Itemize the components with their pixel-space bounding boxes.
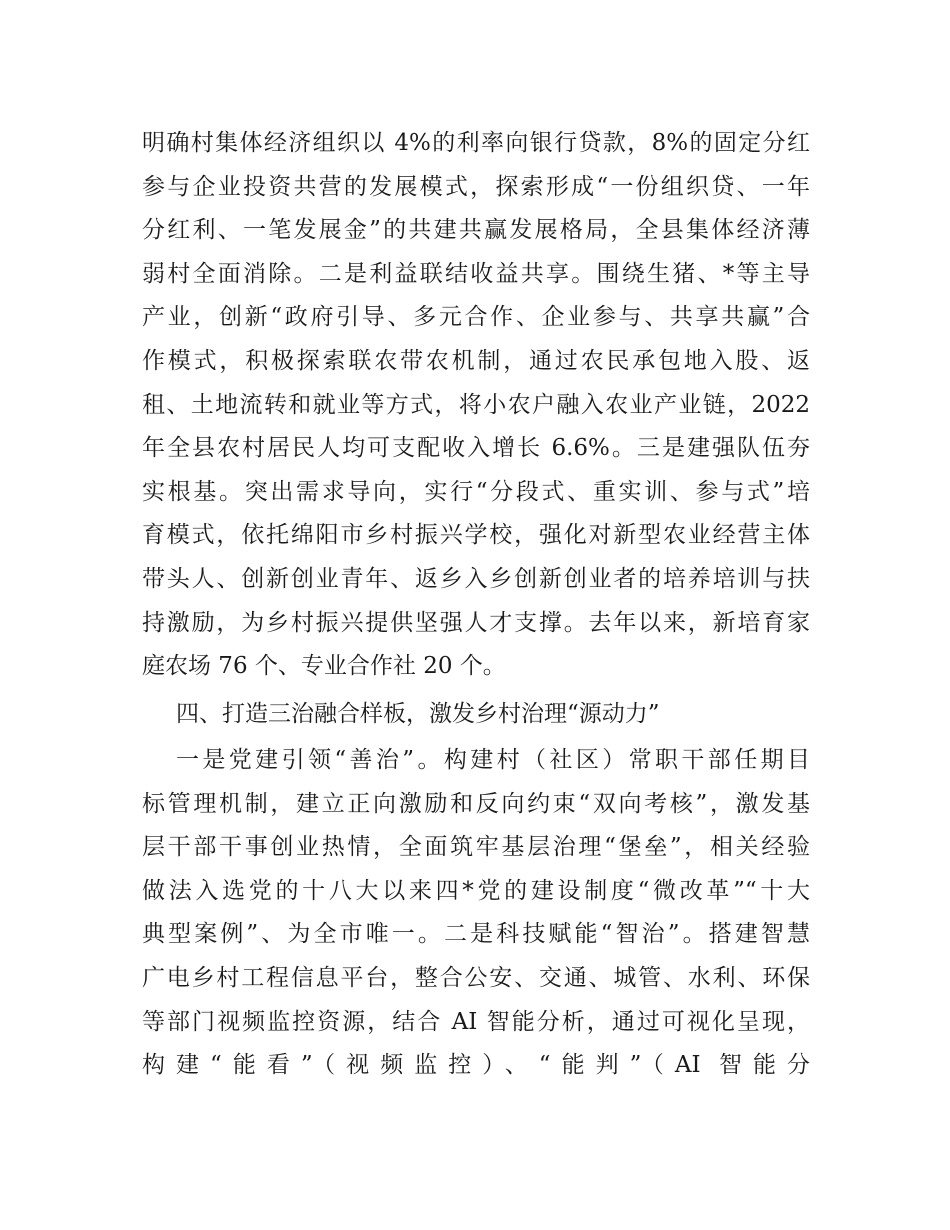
paragraph-line: 租、土地流转和就业等方式，将小农户融入农业产业链，2022: [142, 391, 810, 418]
paragraph-line: 典型案例”、为全市唯一。二是科技赋能“智治”。搭建智慧: [142, 921, 810, 948]
paragraph-line: 弱村全面消除。二是利益联结收益共享。围绕生猪、*等主导: [142, 260, 810, 287]
section-heading-block: [142, 693, 810, 737]
paragraph-line: 育模式，依托绵阳市乡村振兴学校，强化对新型农业经营主体: [142, 522, 810, 549]
paragraph-line: 作模式，积极探索联农带农机制，通过农民承包地入股、返: [142, 347, 810, 374]
paragraph-line: 持激励，为乡村振兴提供坚强人才支撑。去年以来，新培育家: [142, 609, 810, 636]
paragraph-line: 一是党建引领“善治”。构建村（社区）常职干部任期目: [176, 747, 810, 773]
paragraph-line: 层干部干事创业热情，全面筑牢基层治理“堡垒”，相关经验: [142, 834, 810, 861]
paragraph-1: [142, 122, 810, 689]
paragraph-line: 做法入选党的十八大以来四*党的建设制度“微改革”“十大: [142, 877, 810, 904]
paragraph-line: 参与企业投资共营的发展模式，探索形成“一份组织贷、一年: [142, 173, 810, 200]
paragraph-line: 年全县农村居民人均可支配收入增长 6.6%。三是建强队伍夯: [142, 435, 810, 462]
paragraph-line: 标管理机制，建立正向激励和反向约束“双向考核”，激发基: [142, 790, 810, 817]
paragraph-line: 广电乡村工程信息平台，整合公安、交通、城管、水利、环保: [142, 964, 810, 991]
paragraph-line: 产业，创新“政府引导、多元合作、企业参与、共享共赢”合: [142, 304, 810, 331]
paragraph-line: 带头人、创新创业青年、返乡入乡创新创业者的培养培训与扶: [142, 565, 810, 592]
paragraph-line: 构建“能看”（视频监控）、“能判”（AI 智能分: [142, 1052, 810, 1079]
paragraph-line: 实根基。突出需求导向，实行“分段式、重实训、参与式”培: [142, 478, 810, 505]
section-heading: 四、打造三治融合样板，激发乡村治理“源动力”: [176, 701, 660, 727]
paragraph-line: 分红利、一笔发展金”的共建共赢发展格局，全县集体经济薄: [142, 217, 810, 244]
paragraph-2: [142, 739, 810, 1088]
paragraph-line: 等部门视频监控资源，结合 AI 智能分析，通过可视化呈现，: [142, 1008, 810, 1035]
paragraph-line: 庭农场 76 个、专业合作社 20 个。: [142, 653, 506, 680]
paragraph-line: 明确村集体经济组织以 4%的利率向银行贷款，8%的固定分红: [142, 130, 810, 156]
